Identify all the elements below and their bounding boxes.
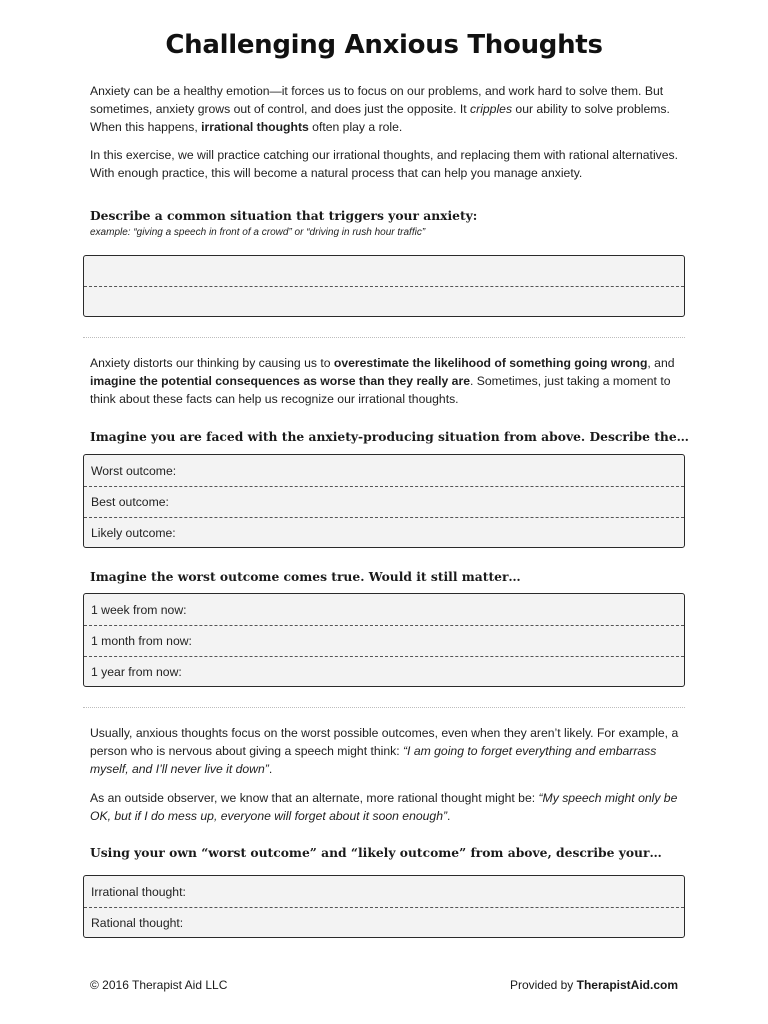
section3-heading: Imagine the worst outcome comes true. Would it still matter… (90, 569, 521, 584)
section-divider (83, 337, 685, 338)
section-divider (83, 707, 685, 708)
copyright-text: © 2016 Therapist Aid LLC (90, 978, 228, 992)
page-title: Challenging Anxious Thoughts (165, 30, 603, 60)
distortion-paragraph: Anxiety distorts our thinking by causing us to overestimate the likelihood of something going wrong, and imagine the potential consequences as worse than they really are. Sometimes, just taking a moment to think about these facts can help us recognize our irrational thoughts. (90, 356, 675, 406)
section1-example: example: “giving a speech in front of a crowd” or “driving in rush hour traffic” (90, 227, 426, 238)
one-year-field[interactable]: 1 year from now: (84, 656, 684, 686)
section1-heading: Describe a common situation that triggers your anxiety: (90, 208, 478, 223)
answer-line[interactable] (84, 256, 684, 286)
outcomes-box (83, 454, 685, 548)
provided-by-text: Provided by TherapistAid.com (509, 978, 678, 992)
brand-link[interactable]: TherapistAid.com (576, 978, 678, 992)
intro-paragraph-2: In this exercise, we will practice catching our irrational thoughts, and replacing them with rational alternatives. With enough practice, this will become a natural process that can help you manage anxiety. (90, 148, 678, 180)
section2-heading: Imagine you are faced with the anxiety-producing situation from above. Describe the… (90, 429, 689, 444)
irrational-thought-field[interactable]: Irrational thought: (91, 884, 186, 899)
section4-heading: Using your own “worst outcome” and “likely outcome” from above, describe your… (90, 845, 662, 860)
usually-paragraph: Usually, anxious thoughts focus on the worst possible outcomes, even when they aren’t likely. For example, a person who is nervous about giving a speech might think: “I am going to forget everything and embarrass myself, and I’ll never live it down”. (90, 726, 679, 776)
rational-thought-field[interactable]: Rational thought: (84, 907, 684, 937)
situation-answer-box (83, 255, 685, 317)
likely-outcome-field[interactable]: Likely outcome: (84, 517, 684, 547)
one-month-field[interactable]: 1 month from now: (84, 625, 684, 656)
best-outcome-field[interactable]: Best outcome: (84, 486, 684, 517)
one-week-field[interactable]: 1 week from now: (91, 602, 187, 617)
observer-paragraph: As an outside observer, we know that an alternate, more rational thought might be: “My speech might only be OK, but if I do mess up, everyone will forget about it soon enough”. (90, 791, 678, 823)
answer-line[interactable] (84, 286, 684, 316)
thoughts-box (83, 875, 685, 938)
worst-outcome-field[interactable]: Worst outcome: (91, 463, 177, 478)
timeframe-box (83, 593, 685, 687)
intro-paragraph-1: Anxiety can be a healthy emotion—it forces us to focus on our problems, and work hard to solve them. But sometimes, anxiety grows out of control, and does just the opposite. It cripples our ability to solve problems. When this happens, irrational thoughts often play a role. (90, 84, 670, 134)
